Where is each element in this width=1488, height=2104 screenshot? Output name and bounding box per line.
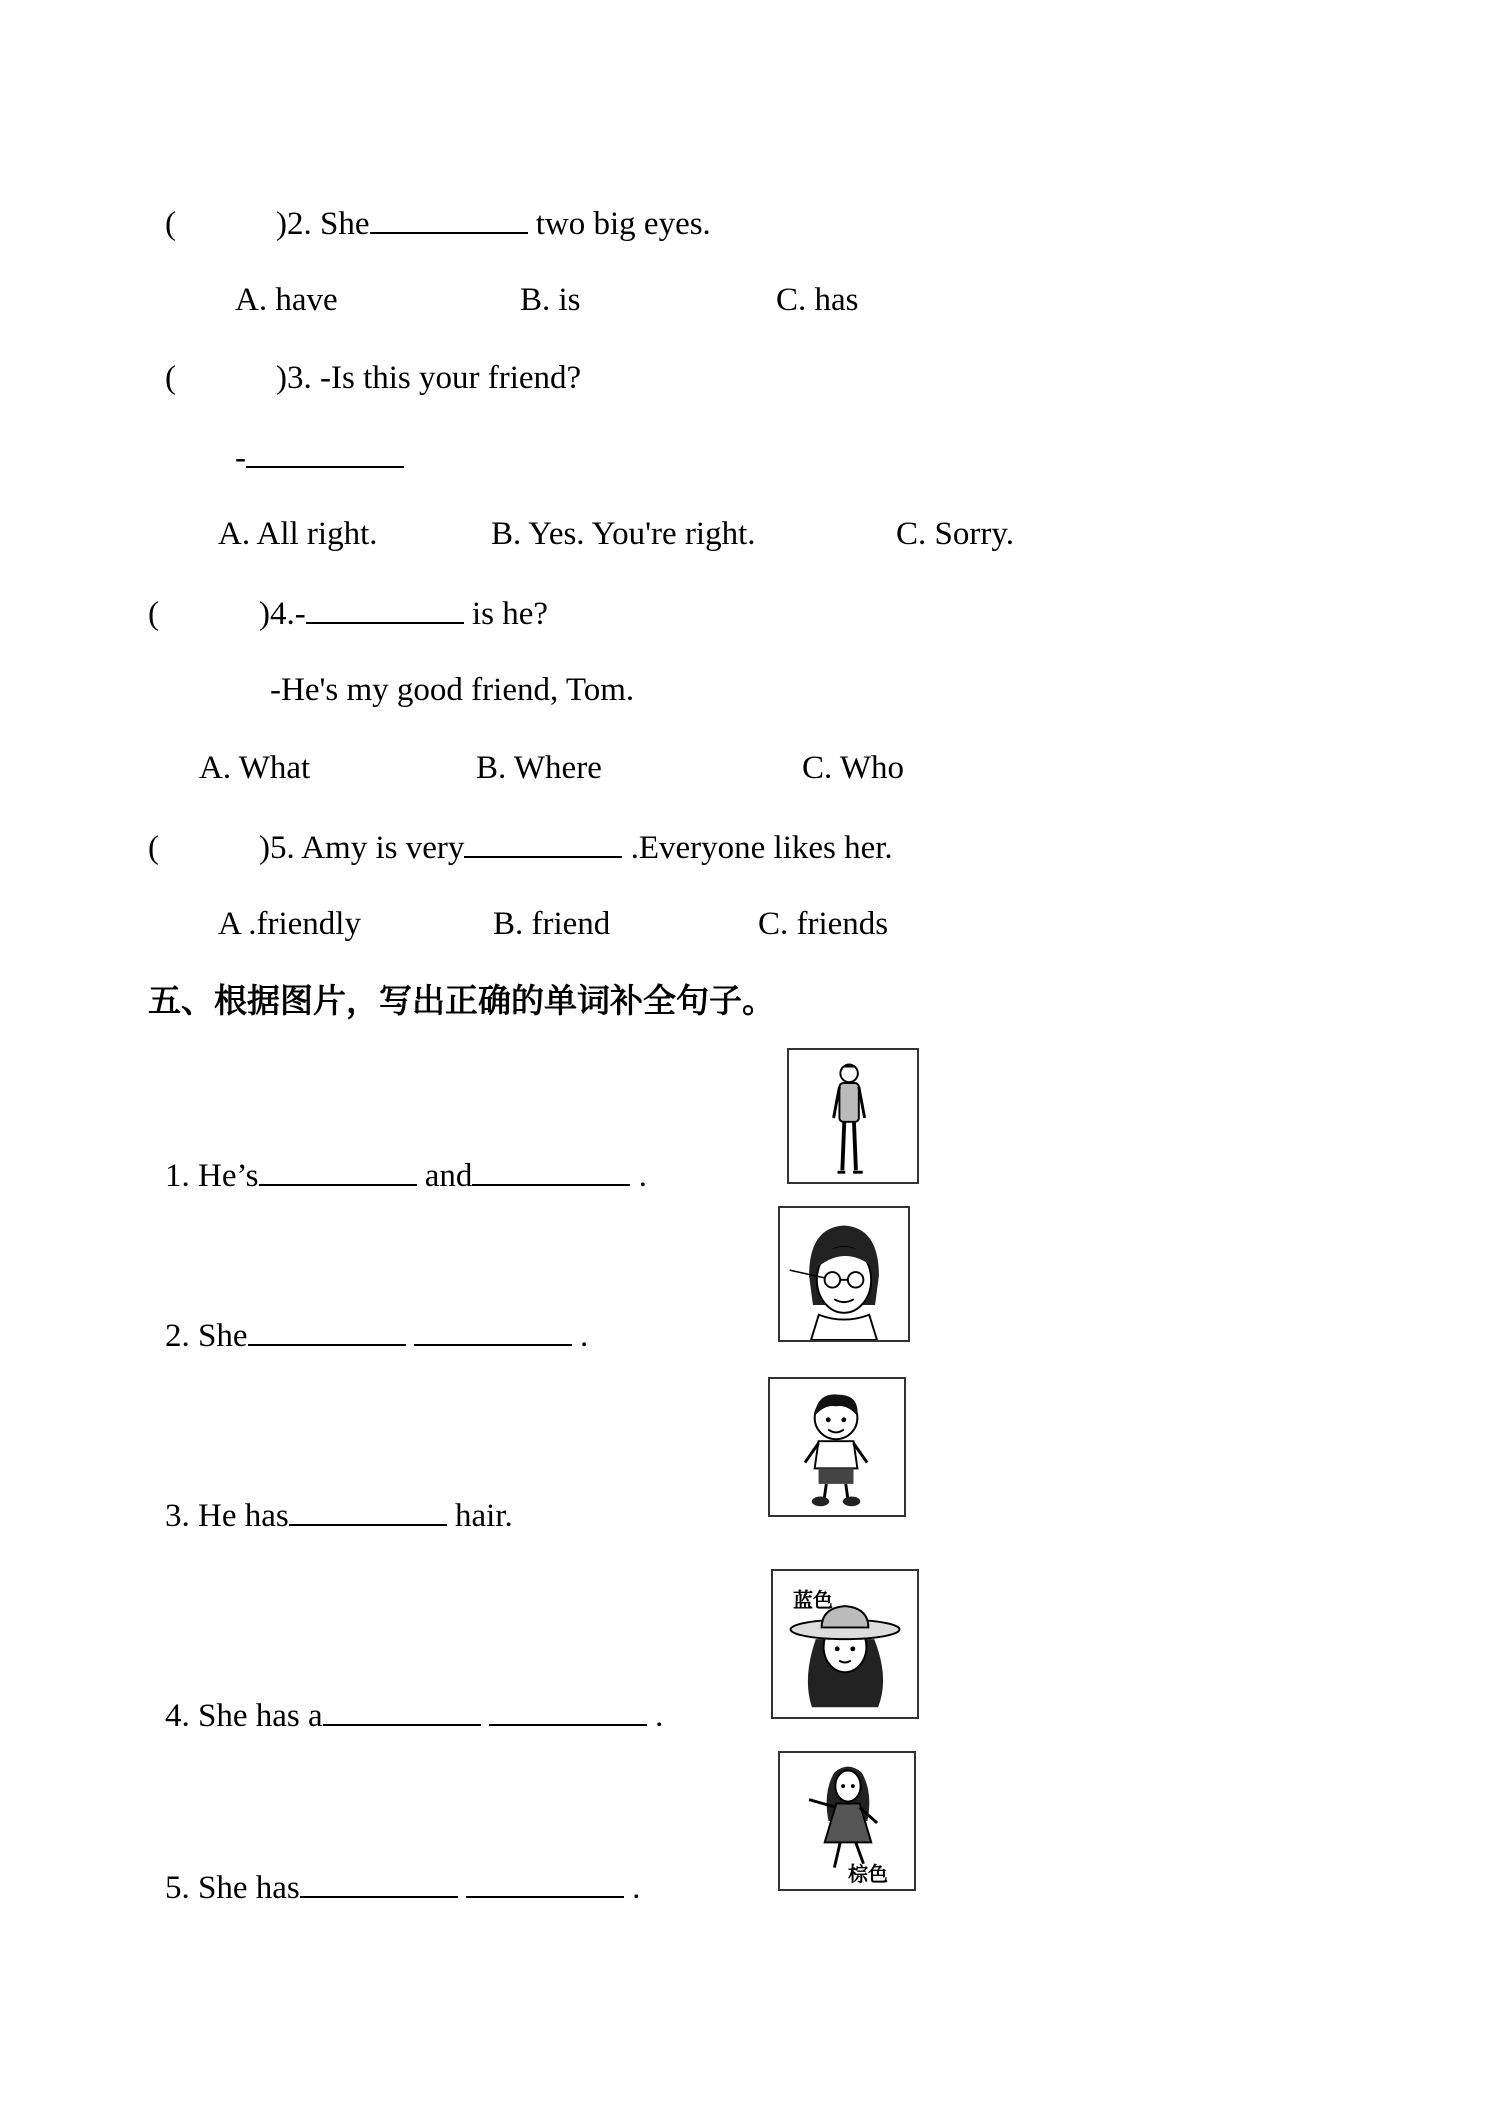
question-5 <box>148 826 893 868</box>
option-b: B. is <box>520 282 581 318</box>
answer-paren[interactable]: ( ) <box>165 360 287 396</box>
answer-blank[interactable] <box>466 1866 624 1898</box>
option-c: C. friends <box>758 906 889 942</box>
answer-blank[interactable] <box>246 436 404 468</box>
answer-blank[interactable] <box>489 1694 647 1726</box>
question-2 <box>165 202 711 244</box>
option-a: A .friendly <box>218 906 361 942</box>
tall-man-picture <box>787 1048 919 1184</box>
question-4: ( )4.- is he? <box>148 592 548 634</box>
option-c: C. Sorry. <box>896 516 1014 552</box>
option-a: A. have <box>235 282 338 318</box>
answer-blank[interactable] <box>414 1314 572 1346</box>
stem-before: Amy is very <box>301 830 465 866</box>
brown-label: 棕色 <box>848 1862 888 1886</box>
answer-blank[interactable] <box>248 1314 406 1346</box>
fill-item-1: 1. He’s and . <box>165 1154 647 1196</box>
answer-blank[interactable] <box>464 826 622 858</box>
answer-blank[interactable] <box>289 1494 447 1526</box>
answer-blank[interactable] <box>306 592 464 624</box>
answer-blank[interactable] <box>323 1694 481 1726</box>
girl-dress-picture <box>778 1751 916 1891</box>
stem: -Is this your friend? <box>320 360 582 396</box>
question-number: 4. <box>270 596 295 632</box>
answer-blank[interactable] <box>300 1866 458 1898</box>
question-3 <box>165 358 581 398</box>
fill-item-2: 2. She . <box>165 1314 588 1356</box>
answer-blank[interactable] <box>370 202 528 234</box>
option-c: C. Who <box>802 750 905 786</box>
fill-item-5: 5. She has . <box>165 1866 641 1908</box>
reply-line: -He's my good friend, Tom. <box>270 672 635 708</box>
question-number: 5. <box>270 830 295 866</box>
option-c: C. has <box>776 282 859 318</box>
stem-before: She <box>320 206 370 242</box>
stem-after: is he? <box>472 596 549 632</box>
stem-after: .Everyone likes her. <box>630 830 893 866</box>
option-a: A. What <box>199 750 311 786</box>
answer-blank[interactable] <box>259 1154 417 1186</box>
option-b: B. friend <box>493 906 611 942</box>
fill-item-4: 4. She has a . <box>165 1694 663 1736</box>
question-number: 2. <box>287 206 312 242</box>
girl-glasses-picture <box>778 1206 910 1342</box>
option-b: B. Where <box>476 750 602 786</box>
answer-blank[interactable] <box>472 1154 630 1186</box>
section-heading: 五、根据图片，写出正确的单词补全句子。 <box>148 981 775 1020</box>
option-b: B. Yes. You're right. <box>491 516 756 552</box>
question-number: 3. <box>287 360 312 396</box>
blue-label: 蓝色 <box>793 1588 833 1612</box>
fill-item-3: 3. He has hair. <box>165 1494 513 1536</box>
answer-paren[interactable]: ( ) <box>165 206 287 242</box>
answer-line: - <box>235 436 404 478</box>
answer-paren[interactable]: ( ) <box>148 596 270 632</box>
boy-picture <box>768 1377 906 1517</box>
answer-paren[interactable]: ( ) <box>148 830 270 866</box>
stem-after: two big eyes. <box>535 206 711 242</box>
option-a: A. All right. <box>218 516 378 552</box>
